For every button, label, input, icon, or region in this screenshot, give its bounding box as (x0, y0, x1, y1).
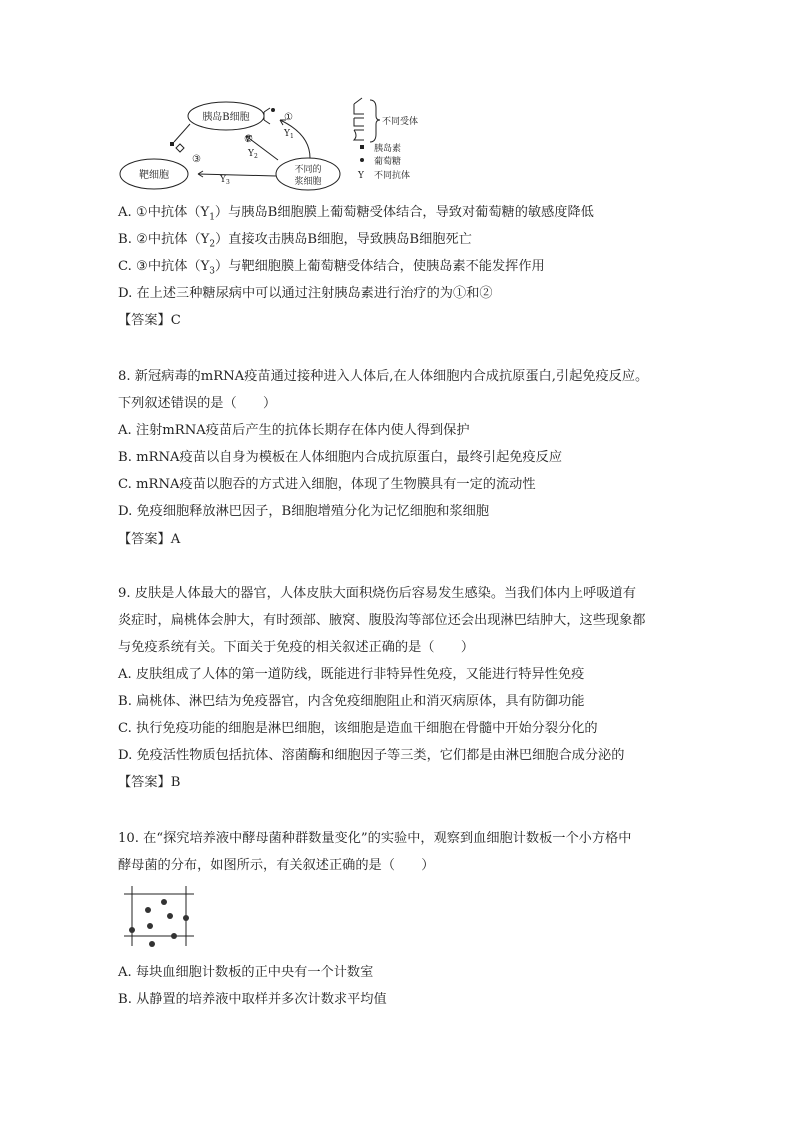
legend-antibody-symbol: Y (358, 171, 364, 181)
q8-stem-line2: 下列叙述错误的是（ ） (118, 396, 277, 411)
arrow-b-to-target (174, 124, 190, 142)
q8-option-d: D. 免疫细胞释放淋巴因子，B细胞增殖分化为记忆细胞和浆细胞 (118, 504, 490, 519)
q8-stem-line1: 8. 新冠病毒的mRNA疫苗通过接种进入人体后,在人体细胞内合成抗原蛋白,引起免疫反应。 (118, 369, 649, 384)
yeast-cell (171, 933, 177, 939)
insulin-square-icon (170, 142, 174, 146)
q8-option-c: C. mRNA疫苗以胞吞的方式进入细胞，体现了生物膜具有一定的流动性 (118, 477, 536, 492)
legend-glucose-icon (360, 158, 364, 162)
q10-option-a: A. 每块血细胞计数板的正中央有一个计数室 (118, 965, 374, 980)
label-y1-sub: 1 (289, 133, 294, 140)
label-y1: Y (284, 129, 290, 139)
q9-stem-line3: 与免疫系统有关。下面关于免疫的相关叙述正确的是（ ） (118, 640, 475, 655)
q10-stem-line1: 10. 在“探究培养液中酵母菌种群数量变化”的实验中，观察到血细胞计数板一个小方格中 (118, 831, 632, 846)
legend-receptor-1-icon (354, 98, 364, 114)
q8-option-b: B. mRNA疫苗以自身为模板在人体细胞内合成抗原蛋白，最终引起免疫反应 (118, 450, 563, 465)
legend-antibodies-label: 不同抗体 (374, 171, 411, 181)
receptor-icon (264, 108, 270, 124)
plasma-cell-label-2: 浆细胞 (294, 177, 322, 187)
q8-answer: 【答案】A (118, 532, 181, 547)
legend-insulin-icon (360, 145, 364, 149)
svg-text:Y3 (219, 175, 230, 186)
q9-stem-line2: 炎症时，扁桃体会肿大，有时颈部、腋窝、腹股沟等部位还会出现淋巴结肿大，这些现象都 (118, 613, 646, 628)
q7-option-a: A. ①中抗体$(Y_1)$与胰岛B细胞膜上葡萄糖受体结合，导致对葡萄糖的敏感度降低 (118, 205, 594, 223)
label-circle-2: ② (244, 134, 253, 145)
q9-option-d: D. 免疫活性物质包括抗体、溶菌酶和细胞因子等三类，它们都是由淋巴细胞合成分泌的 (118, 748, 625, 763)
q7-option-b: B. ②中抗体$(Y_2)$直接攻击胰岛B细胞，导致胰岛B细胞死亡 (118, 232, 472, 250)
svg-text:Y1 (283, 129, 294, 140)
label-y3-sub: 3 (225, 179, 230, 186)
yeast-cell (147, 923, 153, 929)
q7-option-c: C. ③中抗体$(Y_3)$与靶细胞膜上葡萄糖受体结合，使胰岛素不能发挥作用 (118, 259, 545, 277)
legend-brace-icon (370, 100, 380, 142)
q7-answer: 【答案】C (118, 313, 181, 328)
target-receptor-icon (176, 144, 184, 152)
yeast-cell (145, 907, 151, 913)
label-circle-1: ① (284, 112, 293, 123)
legend-receptors-label: 不同受体 (382, 117, 419, 127)
q9-answer: 【答案】B (118, 775, 181, 790)
q7-option-d: D. 在上述三种糖尿病中可以通过注射胰岛素进行治疗的为①和② (118, 286, 493, 301)
legend-receptor-3-icon (354, 130, 364, 140)
yeast-cell (161, 899, 167, 905)
q8-option-a: A. 注射mRNA疫苗后产生的抗体长期存在体内使人得到保护 (118, 423, 470, 438)
q9-option-c: C. 执行免疫功能的细胞是淋巴细胞，该细胞是造血干细胞在骨髓中开始分裂分化的 (118, 721, 598, 736)
label-y2: Y (248, 149, 254, 159)
q9-option-a: A. 皮肤组成了人体的第一道防线，既能进行非特异性免疫，又能进行特异性免疫 (118, 667, 585, 682)
target-cell-label: 靶细胞 (139, 170, 169, 181)
q10-option-b: B. 从静置的培养液中取样并多次计数求平均值 (118, 992, 387, 1007)
label-y3: Y (220, 175, 226, 185)
glucose-dot-icon (271, 108, 275, 112)
islet-b-cell-label: 胰岛B细胞 (202, 112, 250, 123)
yeast-cell (129, 927, 135, 933)
yeast-cell (183, 915, 189, 921)
q9-option-b: B. 扁桃体、淋巴结为免疫器官，内含免疫细胞阻止和消灭病原体，具有防御功能 (118, 694, 585, 709)
label-y2-sub: 2 (253, 153, 258, 160)
q10-stem-line2: 酵母菌的分布，如图所示，有关叙述正确的是（ ） (118, 858, 435, 873)
arrow-y1 (280, 120, 310, 158)
yeast-cell (149, 941, 155, 947)
legend-insulin-label: 胰岛素 (374, 144, 402, 154)
plasma-cell-label-1: 不同的 (294, 165, 322, 175)
svg-text:Y2 (247, 149, 258, 160)
legend-receptor-2-icon (354, 118, 364, 126)
yeast-cell (167, 913, 173, 919)
legend-glucose-label: 葡萄糖 (374, 157, 402, 167)
q9-stem-line1: 9. 皮肤是人体最大的器官，人体皮肤大面积烧伤后容易发生感染。当我们体内上呼吸道有 (118, 586, 636, 601)
label-circle-3: ③ (192, 154, 201, 165)
hemocytometer-square-figure (124, 886, 194, 952)
arrow-y3 (198, 174, 276, 176)
diabetes-diagram (118, 94, 438, 194)
